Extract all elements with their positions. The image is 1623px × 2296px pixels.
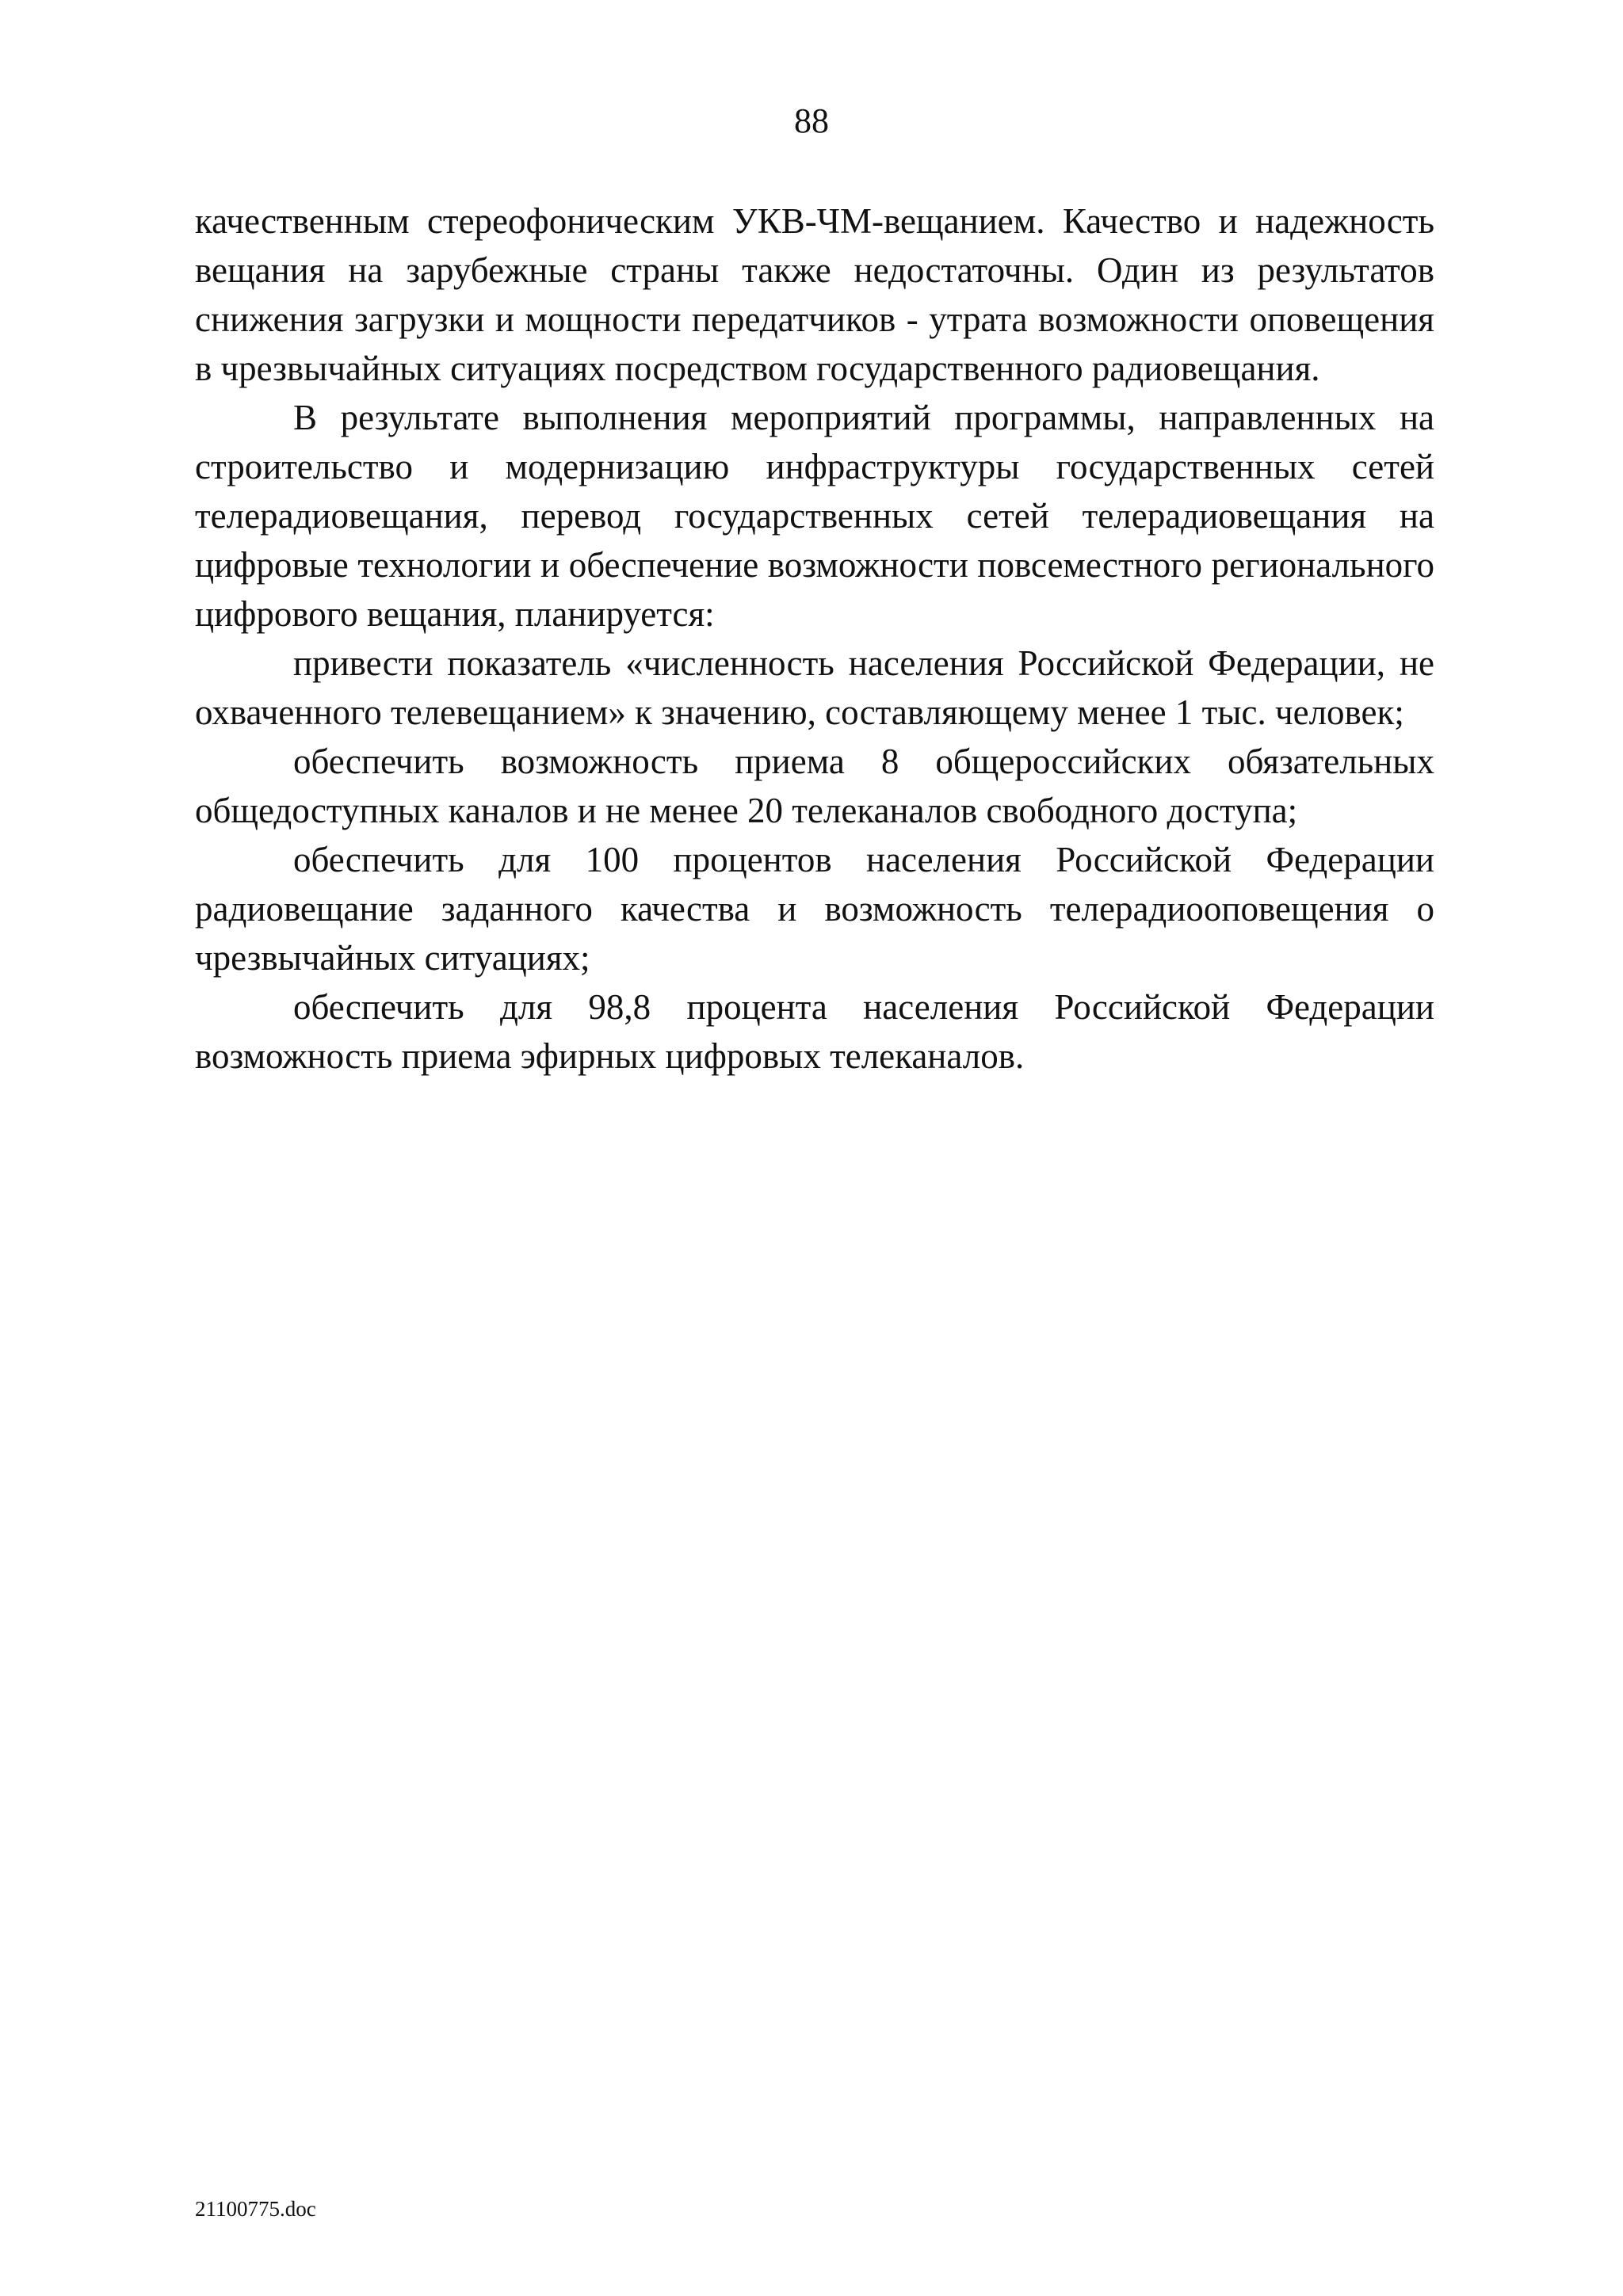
paragraph-list-item: привести показатель «численность населения Российской Федерации, не охваченного телевещанием» к значению, составляющему менее 1 тыс. человек; <box>195 643 1434 732</box>
paragraph-list-item: обеспечить для 98,8 процента населения Российской Федерации возможность приема эфирных цифровых телеканалов. <box>195 987 1434 1076</box>
paragraph-continuation: качественным стереофоническим УКВ-ЧМ-вещанием. Качество и надежность вещания на зарубежные страны также недостаточны. Один из результатов снижения загрузки и мощности передатчиков - утрата возможности оповещения в чрезвычайных ситуациях посредством государственного радиовещания. <box>195 201 1434 388</box>
footer-filename: 21100775.doc <box>195 2197 316 2221</box>
document-body <box>195 196 1434 1081</box>
paragraph-list-item: обеспечить для 100 процентов населения Российской Федерации радиовещание заданного качества и возможность телерадиооповещения о чрезвычайных ситуациях; <box>195 840 1434 978</box>
page-number: 88 <box>794 101 829 140</box>
paragraph-program-results: В результате выполнения мероприятий программы, направленных на строительство и модернизацию инфраструктуры государственных сетей телерадиовещания, перевод государственных сетей телерадиовещания на цифровые технологии и обеспечение возможности повсеместного регионального цифрового вещания, планируется: <box>195 398 1434 634</box>
paragraph-list-item: обеспечить возможность приема 8 общероссийских обязательных общедоступных каналов и не менее 20 телеканалов свободного доступа; <box>195 742 1434 830</box>
